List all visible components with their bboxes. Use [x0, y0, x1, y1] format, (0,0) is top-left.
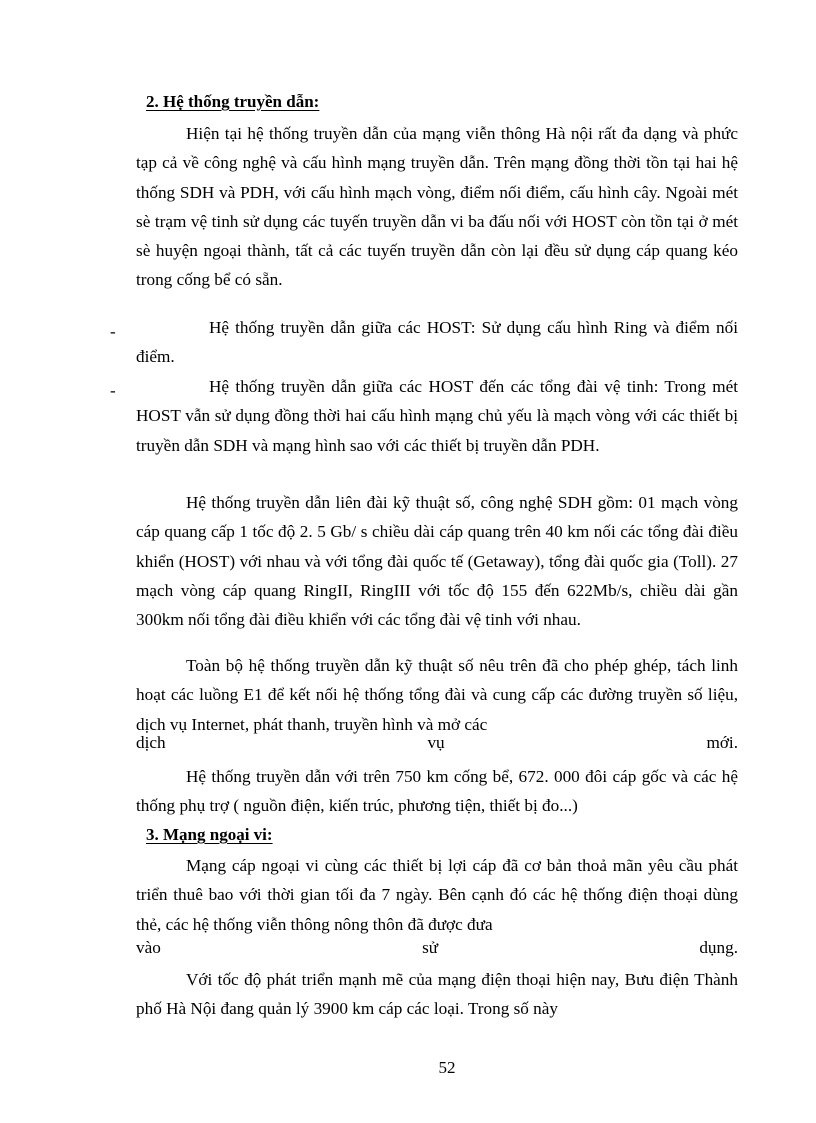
section-3-paragraph-1-last-line — [136, 938, 738, 958]
section-2-paragraph-4: Hệ thống truyền dẫn với trên 750 km cống bể, 672. 000 đôi cáp gốc và các hệ thống phụ trợ ( nguồn điện, kiến trúc, phương tiện, thiết bị đo...) — [136, 767, 738, 816]
section-2-heading: 2. Hệ thống truyền dẫn: — [146, 92, 320, 111]
section-2-paragraph-2: Hệ thống truyền dẫn liên đài kỹ thuật số, công nghệ SDH gồm: 01 mạch vòng cáp quang cấp 1 tốc độ 2. 5 Gb/ s chiều dài cáp quang trên 40 km nối các tổng đài điều khiển (HOST) với nhau và với tổng đài quốc tế (Getaway), tổng đài quốc gia (Toll). 27 mạch vòng cáp quang RingII, RingIII với tốc độ 155 đến 622Mb/s, chiều dài gần 300km nối tổng đài điều khiển với các tổng đài vệ tinh với nhau. — [136, 493, 738, 630]
word: vào — [136, 938, 161, 957]
section-3-heading: 3. Mạng ngoại vi: — [146, 825, 273, 844]
bullet-dash-1: - — [110, 322, 116, 341]
section-3-paragraph-1: Mạng cáp ngoại vi cùng các thiết bị lợi cáp đã cơ bản thoả mãn yêu cầu phát triển thuê bao với thời gian tối đa 7 ngày. Bên cạnh đó các hệ thống điện thoại dùng thẻ, các hệ thống viễn thông nông thôn đã được đưa — [136, 856, 738, 934]
section-2-paragraph-3-last-line — [136, 733, 738, 753]
section-3-paragraph-2: Với tốc độ phát triển mạnh mẽ của mạng điện thoại hiện nay, Bưu điện Thành phố Hà Nội đang quản lý 3900 km cáp các loại. Trong số này — [136, 970, 738, 1019]
word: dụng. — [699, 938, 738, 957]
word: vụ — [427, 733, 445, 752]
word: mới. — [706, 733, 738, 752]
bullet-item-1: Hệ thống truyền dẫn giữa các HOST: Sử dụng cấu hình Ring và điểm nối điểm. — [136, 318, 738, 367]
section-2-paragraph-1: Hiện tại hệ thống truyền dẫn của mạng viễn thông Hà nội rất đa dạng và phức tạp cả về công nghệ và cấu hình mạng truyền dẫn. Trên mạng đồng thời tồn tại hai hệ thống SDH và PDH, với cấu hình mạch vòng, điểm nối điểm, cấu hình cây. Ngoài mét sè trạm vệ tinh sử dụng các tuyến truyền dẫn vi ba đấu nối với HOST còn tồn tại ở mét sè huyện ngoại thành, tất cả các tuyến truyền dẫn còn lại đều sử dụng cáp quang kéo trong cống bể có sẵn. — [136, 124, 738, 290]
word: sử — [422, 938, 439, 957]
word: dịch — [136, 733, 166, 752]
section-2-paragraph-3: Toàn bộ hệ thống truyền dẫn kỹ thuật số nêu trên đã cho phép ghép, tách linh hoạt các luồng E1 để kết nối hệ thống tổng đài và cung cấp các đường truyền số liệu, dịch vụ Internet, phát thanh, truyền hình và mở các — [136, 656, 738, 734]
bullet-item-2: Hệ thống truyền dẫn giữa các HOST đến các tổng đài vệ tinh: Trong mét HOST vẫn sử dụng đồng thời hai cấu hình mạng chủ yếu là mạch vòng với các thiết bị truyền dẫn SDH và mạng hình sao với các thiết bị truyền dẫn PDH. — [136, 377, 738, 455]
page-number: 52 — [438, 1058, 456, 1077]
bullet-dash-2: - — [110, 381, 116, 400]
